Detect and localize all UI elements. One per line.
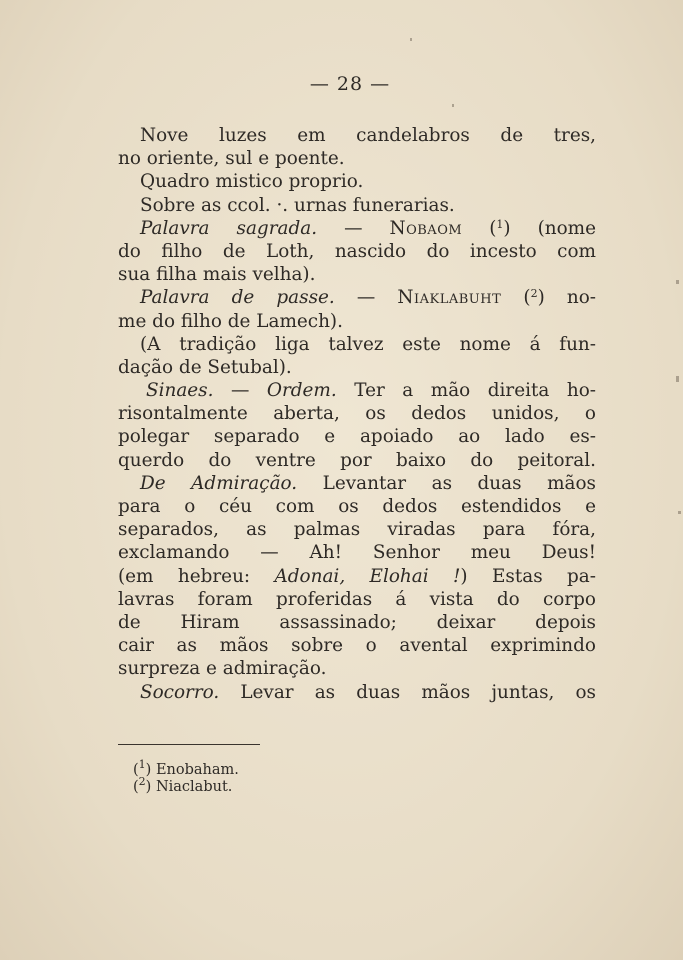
text-line: polegar separado e apoiado ao lado es- [118, 426, 596, 448]
text-line: (A tradição liga talvez este nome á fun- [140, 333, 596, 355]
text-line: me do filho de Lamech). [118, 310, 343, 332]
text-line: Palavra sagrada. — Nobaom ($^1$) (nome [140, 217, 596, 239]
page-number: — 28 — [309, 73, 391, 95]
text-line: Sinaes. — Ordem. Ter a mão direita ho- [146, 380, 596, 402]
paper-speck [452, 104, 454, 107]
text-line: do filho de Loth, nascido do incesto com [118, 240, 596, 262]
text-line: Palavra de passe. — Niaklabuht ($^2$) no- [140, 287, 596, 309]
paper-speck [678, 511, 681, 514]
text-line: risontalmente aberta, os dedos unidos, o [118, 403, 596, 425]
text-line: separados, as palmas viradas para fóra, [118, 519, 596, 541]
paper-speck [676, 280, 679, 284]
paper-speck [676, 376, 679, 382]
text-line: para o céu com os dedos estendidos e [118, 496, 596, 517]
text-line: Nove luzes em candelabros de tres, [140, 125, 596, 146]
text-line: surpreza e admiração. [118, 658, 327, 680]
text-line: de Hiram assassinado; deixar depois [118, 611, 596, 633]
text-line: querdo do ventre por baixo do peitoral. [118, 449, 596, 471]
footnote: ($^2$) Niaclabut. [133, 775, 233, 795]
text-line: Quadro mistico proprio. [140, 171, 364, 193]
body-text [118, 124, 596, 704]
paper-speck [410, 38, 412, 41]
text-line: Sobre as ccol. ·. urnas funerarias. [140, 194, 455, 216]
text-line: no oriente, sul e poente. [118, 148, 345, 170]
footnotes [133, 758, 239, 796]
text-line: dação de Setubal). [118, 356, 292, 378]
text-line: Socorro. Levar as duas mãos juntas, os [140, 681, 596, 703]
text-line: exclamando — Ah! Senhor meu Deus! [118, 542, 596, 564]
footnote-divider [118, 744, 260, 745]
text-line: cair as mãos sobre o avental exprimindo [118, 635, 596, 657]
text-line: De Admiração. Levantar as duas mãos [140, 472, 596, 494]
text-line: lavras foram proferidas á vista do corpo [118, 588, 596, 610]
text-line: sua filha mais velha). [118, 264, 316, 286]
footnote: ($^1$) Enobaham. [133, 758, 239, 778]
text-line: (em hebreu: Adonai, Elohai !) Estas pa- [118, 565, 596, 587]
